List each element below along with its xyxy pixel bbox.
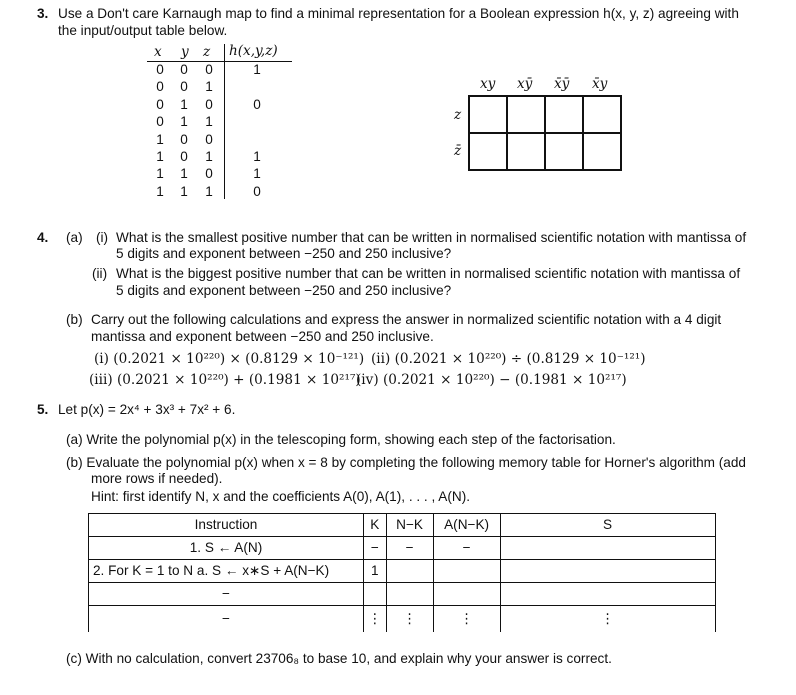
- tt-cell-y: 0: [180, 62, 188, 77]
- horner-row-n-minus-k: −: [386, 537, 433, 560]
- tt-cell-z: 1: [205, 149, 213, 164]
- horner-row-s: ⋮: [500, 606, 715, 633]
- q5-hint: Hint: first identify N, x and the coefficients A(0), A(1), . . . , A(N).: [91, 489, 471, 504]
- kmap-row-zbar: z̄: [454, 143, 462, 159]
- tt-cell-y: 0: [180, 149, 188, 164]
- q4-a-i-line2: 5 digits and exponent between −250 and 250 inclusive?: [116, 246, 452, 261]
- horner-row-a: −: [433, 537, 500, 560]
- q4-number: 4.: [37, 230, 49, 245]
- horner-memory-table: [88, 513, 716, 632]
- horner-row-k[interactable]: [364, 583, 387, 606]
- q4-calc-ii: (ii) (0.2021 × 10²²⁰) ÷ (0.8129 × 10⁻¹²¹): [371, 351, 646, 367]
- tt-cell-x: 0: [156, 62, 164, 77]
- horner-row-k: ⋮: [364, 606, 387, 633]
- q4-calc-iii: (iii) (0.2021 × 10²²⁰) + (0.1981 × 10²¹⁷): [89, 372, 361, 388]
- tt-cell-x: 1: [156, 149, 164, 164]
- kmap-cell[interactable]: [469, 133, 507, 170]
- horner-row-n-minus-k[interactable]: [386, 560, 433, 583]
- q4-b-line2: mantissa and exponent between −250 and 250 inclusive.: [91, 329, 434, 344]
- kmap-row-z: z: [454, 107, 462, 123]
- tt-header-z: z: [203, 44, 211, 60]
- q5-number: 5.: [37, 402, 49, 417]
- q5-part-a: (a) Write the polynomial p(x) in the telescoping form, showing each step of the factorisation.: [66, 432, 616, 447]
- horner-header-s: S: [500, 514, 715, 537]
- tt-header-x: x: [154, 44, 162, 60]
- tt-vertical-rule: [224, 44, 225, 199]
- tt-cell-z: 1: [205, 183, 213, 199]
- kmap-cell[interactable]: [507, 133, 545, 170]
- horner-row-a[interactable]: [433, 560, 500, 583]
- q4-b-label: (b): [66, 312, 83, 327]
- horner-row-n-minus-k[interactable]: [386, 583, 433, 606]
- q4-calc-iv: (iv) (0.2021 × 10²²⁰) − (0.1981 × 10²¹⁷): [356, 372, 627, 388]
- kmap-col-xybar: xȳ: [517, 76, 533, 92]
- q4-a-label: (a): [66, 230, 83, 245]
- horner-row-k: 1: [364, 560, 387, 583]
- horner-header-n-minus-k: N−K: [386, 514, 433, 537]
- q3-number: 3.: [37, 6, 49, 21]
- tt-cell-h: 1: [253, 166, 261, 182]
- tt-cell-y: 0: [180, 131, 188, 147]
- kmap-cell[interactable]: [545, 96, 583, 133]
- horner-row-instruction: −: [89, 583, 364, 606]
- tt-cell-h: 0: [253, 96, 261, 112]
- horner-row-s[interactable]: [500, 560, 715, 583]
- tt-cell-x: 1: [156, 183, 164, 199]
- kmap-col-xy: xy: [480, 76, 496, 92]
- q4-a-ii-line1: What is the biggest positive number that can be written in normalised scientific notation with mantissa of: [116, 266, 741, 281]
- kmap-col-xbary: x̄y: [592, 76, 608, 92]
- tt-horizontal-rule: [147, 61, 292, 62]
- tt-cell-z: 0: [205, 131, 213, 147]
- q4-a-i-label: (i): [96, 230, 109, 245]
- tt-cell-y: 1: [180, 114, 188, 130]
- horner-row-instruction: 1. S ← A(N): [89, 537, 364, 560]
- tt-cell-z: 1: [205, 79, 213, 95]
- tt-cell-x: 1: [156, 166, 164, 182]
- kmap-cell[interactable]: [583, 133, 621, 170]
- horner-row-k: −: [364, 537, 387, 560]
- q4-a-ii-label: (ii): [92, 266, 108, 281]
- tt-header-y: y: [181, 44, 189, 60]
- q3-text-line1: Use a Don't care Karnaugh map to find a minimal representation for a Boolean expression h(x, y, z) agreeing with: [58, 6, 739, 21]
- tt-cell-h: 1: [253, 149, 261, 164]
- tt-cell-x: 0: [156, 79, 164, 95]
- kmap-cell[interactable]: [507, 96, 545, 133]
- q4-b-line1: Carry out the following calculations and express the answer in normalized scientific notation with a 4 digit: [91, 312, 722, 327]
- tt-header-h: h(x,y,z): [229, 43, 278, 59]
- tt-cell-z: 0: [205, 62, 213, 77]
- q4-a-ii-line2: 5 digits and exponent between −250 and 250 inclusive?: [116, 283, 452, 298]
- kmap-cell[interactable]: [469, 96, 507, 133]
- tt-cell-z: 1: [205, 114, 213, 130]
- horner-row-s[interactable]: [500, 583, 715, 606]
- tt-cell-x: 0: [156, 114, 164, 130]
- tt-cell-y: 1: [180, 166, 188, 182]
- q5-part-c: (c) With no calculation, convert 23706₈ to base 10, and explain why your answer is correct.: [66, 651, 612, 666]
- horner-header-a: A(N−K): [433, 514, 500, 537]
- horner-row-instruction: −: [89, 606, 364, 633]
- kmap-grid: [468, 95, 622, 171]
- tt-cell-y: 1: [180, 96, 188, 112]
- q5-intro: Let p(x) = 2x⁴ + 3x³ + 7x² + 6.: [58, 402, 236, 417]
- horner-row-instruction: 2. For K = 1 to N a. S ← x∗S + A(N−K): [89, 560, 364, 583]
- horner-row-a[interactable]: [433, 583, 500, 606]
- tt-cell-h: 0: [253, 183, 261, 199]
- q5-part-b-line1: (b) Evaluate the polynomial p(x) when x = 8 by completing the following memory table for Horner's algorithm (add: [66, 455, 746, 470]
- horner-header-k: K: [364, 514, 387, 537]
- q4-a-i-line1: What is the smallest positive number that can be written in normalised scientific notation with mantissa of: [116, 230, 747, 245]
- q4-calc-i: (i) (0.2021 × 10²²⁰) × (0.8129 × 10⁻¹²¹): [94, 351, 365, 367]
- kmap-cell[interactable]: [545, 133, 583, 170]
- q3-text-line2: the input/output table below.: [58, 23, 228, 38]
- tt-cell-y: 1: [180, 183, 188, 199]
- tt-cell-h: 1: [253, 62, 261, 77]
- horner-row-n-minus-k: ⋮: [386, 606, 433, 633]
- tt-cell-y: 0: [180, 79, 188, 95]
- horner-row-s[interactable]: [500, 537, 715, 560]
- horner-row-a: ⋮: [433, 606, 500, 633]
- tt-cell-x: 0: [156, 96, 164, 112]
- kmap-col-xbarybar: x̄ȳ: [554, 76, 570, 92]
- kmap-cell[interactable]: [583, 96, 621, 133]
- horner-header-instruction: Instruction: [89, 514, 364, 537]
- tt-cell-z: 0: [205, 166, 213, 182]
- tt-cell-z: 0: [205, 96, 213, 112]
- q5-part-b-line2: more rows if needed).: [91, 471, 223, 486]
- tt-cell-x: 1: [156, 131, 164, 147]
